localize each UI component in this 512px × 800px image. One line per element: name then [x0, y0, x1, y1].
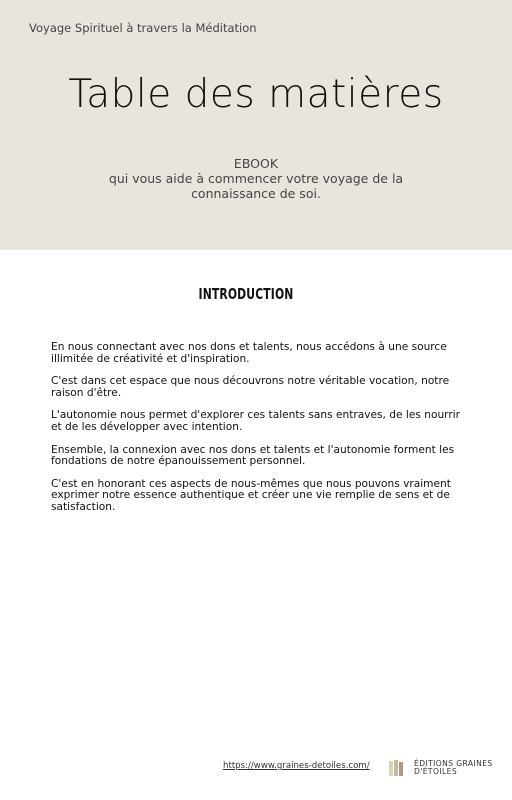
logo-bar [394, 760, 398, 776]
paragraph: L'autonomie nous permet d'explorer ces talents sans entraves, de les nourrir et de les développer avec intention. [51, 409, 460, 433]
page-title: Table des matières [68, 72, 444, 117]
publisher-logo-icon [389, 760, 404, 776]
paragraph: C'est dans cet espace que nous découvrons notre véritable vocation, notre raison d'être. [51, 375, 450, 399]
logo-bar [399, 762, 403, 776]
subtitle-line-ebook: EBOOK [233, 156, 279, 171]
header-banner [0, 0, 512, 250]
publisher-name [414, 760, 493, 777]
paragraph: En nous connectant avec nos dons et talents, nous accédons à une source illimitée de créativité et d'inspiration. [51, 341, 447, 365]
subtitle-line: connaissance de soi. [191, 186, 321, 201]
paragraph: C'est en honorant ces aspects de nous-mêmes que nous pouvons vraiment exprimer notre essence authentique et créer une vie remplie de sens et de satisfaction. [51, 477, 451, 513]
section-heading: INTRODUCTION [198, 285, 294, 303]
subtitle-line: qui vous aide à commencer votre voyage de la [108, 171, 404, 186]
publisher-line: D'ÉTOILES [414, 767, 458, 777]
introduction-body [51, 342, 461, 525]
publisher-line: ÉDITIONS GRAINES [414, 759, 493, 768]
subtitle [96, 156, 416, 201]
paragraph: Ensemble, la connexion avec nos dons et talents et l'autonomie forment les fondations de notre épanouissement personnel. [51, 443, 455, 468]
website-link[interactable]: https://www.graines-detoiles.com/ [223, 761, 370, 771]
logo-bar [389, 761, 393, 776]
series-title: Voyage Spirituel à travers la Méditation [29, 21, 257, 35]
